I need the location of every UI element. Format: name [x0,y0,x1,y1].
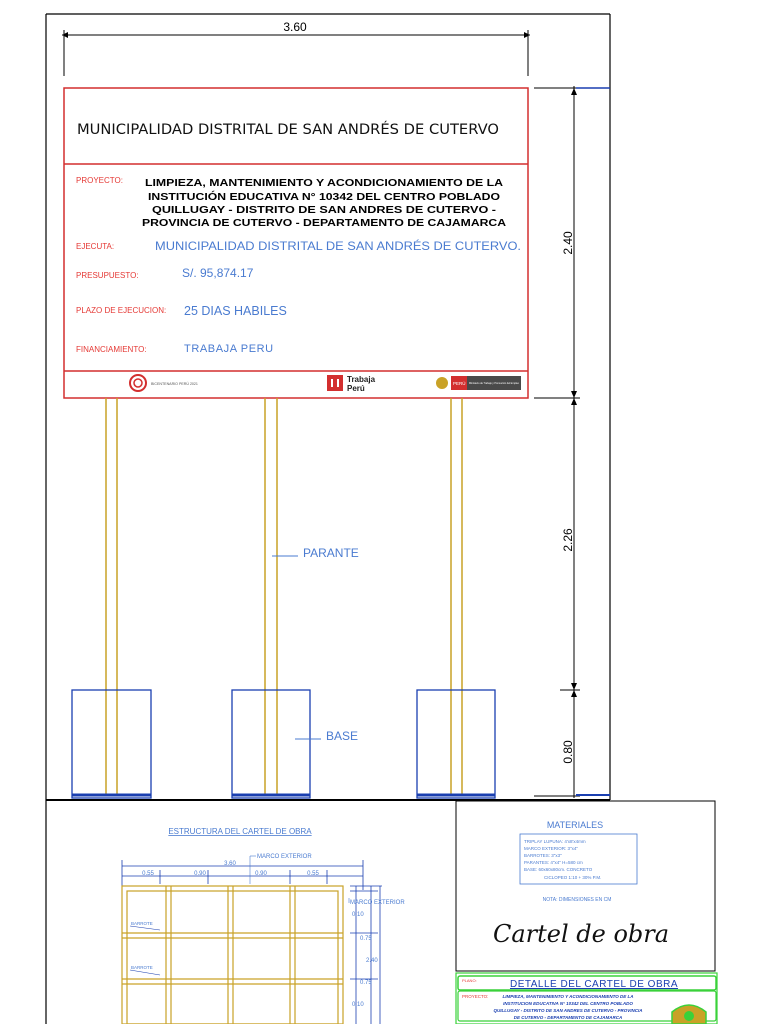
base-callout [295,729,358,743]
sign-height-label: 2.40 [561,231,575,255]
concrete-bases [72,690,495,798]
structure-frame [122,886,343,1024]
marco-exterior-top-label: MARCO EXTERIOR [257,854,312,860]
material-line-5: BASE: 60x60x80cm. CONCRETO [524,867,593,872]
structure-width-label: 3.60 [224,861,236,867]
width-dimension [62,20,530,76]
marco-exterior-side-label: MARCO EXTERIOR [350,900,405,906]
material-line-6: CICLOPEO 1:10 + 30% P.M. [544,875,602,880]
post-height-label: 2.26 [561,528,575,552]
parante-label: PARANTE [303,546,359,560]
detail-project-line-1: LIMPIEZA, MANTENIMIENTO Y ACONDICIONAMIENTO DE LA [502,994,634,999]
presupuesto-label: PRESUPUESTO: [76,271,139,280]
proyecto-label: PROYECTO: [76,176,123,185]
col-dim-1: 0.55 [142,871,154,877]
proyecto-line-3: QUILLUGAY - DISTRITO DE SAN ANDRES DE CUTERVO - [152,204,497,216]
base-height-label: 0.80 [561,740,575,764]
detail-title-block [456,973,717,1024]
detail-project-line-2: INSTITUCION EDUCATIVA N° 10342 DEL CENTRO POBLADO [503,1001,633,1006]
material-line-3: BARROTES: 3"x3" [524,853,562,858]
side-dim-1: 0.10 [352,912,364,918]
materials-title: MATERIALES [546,820,604,830]
posts [106,398,462,796]
material-line-2: MARCO EXTERIOR: 3"x4" [524,846,578,851]
barrote-label-2: BARROTE [131,965,153,970]
municipal-seal-icon [672,1005,706,1024]
material-line-4: PARANTES: 4"x4" H=580 cm [524,860,583,865]
detail-project-line-3: QUILLUGAY - DISTRITO DE SAN ANDRES DE CUTERVO - PROVINCIA [493,1008,643,1013]
plazo-label: PLAZO DE EJECUCION: [76,306,167,315]
detail-project-label: PROYECTO: [462,994,489,999]
svg-text:BICENTENARIO PERÚ 2021: BICENTENARIO PERÚ 2021 [151,382,198,386]
materials-note: NOTA: DIMENSIONES EN CM [542,897,612,903]
structure-panel [122,827,405,1024]
structure-title: ESTRUCTURA DEL CARTEL DE OBRA [168,827,312,836]
materials-box [456,801,715,971]
col-dim-3: 0.90 [255,871,267,877]
barrote-label-1: BARROTE [131,921,153,926]
detail-project-line-4: DE CUTERVO - DEPARTAMENTO DE CAJAMARCA [513,1015,623,1020]
col-dim-2: 0.90 [194,871,206,877]
base-label: BASE [326,729,359,743]
side-dim-3: 0.75 [360,980,372,986]
height-dimension-chain [534,86,610,798]
plazo-value: 25 DIAS HABILES [184,304,287,318]
svg-text:Ministerio de Trabajo y Promoc: Ministerio de Trabajo y Promoción del Empleo [469,381,520,385]
sign-header: MUNICIPALIDAD DISTRITAL DE SAN ANDRÉS DE CUTERVO [77,122,494,138]
parante-callout [272,546,359,560]
sign-board [64,88,528,398]
proyecto-line-1: LIMPIEZA, MANTENIMIENTO Y ACONDICIONAMIENTO DE LA [145,177,504,189]
presupuesto-value: S/. 95,874.17 [182,266,254,280]
svg-text:Trabaja: Trabaja [347,375,376,384]
cartel-title: Cartel de obra [492,920,670,948]
width-dimension-label: 3.60 [283,20,307,34]
financiamiento-value: TRABAJA PERU [184,343,274,355]
financiamiento-label: FINANCIAMIENTO: [76,345,147,354]
side-dim-4: 0.10 [352,1002,364,1008]
proyecto-line-2: INSTITUCIÓN EDUCATIVA N° 10342 DEL CENTRO POBLADO [148,191,451,203]
ejecuta-value: MUNICIPALIDAD DISTRITAL DE SAN ANDRÉS DE CUTERVO. [155,239,498,253]
material-line-1: TRIPLAY LUPUNA: 4'x8'x4mm [524,839,586,844]
detail-title: DETALLE DEL CARTEL DE OBRA [509,979,679,990]
ejecuta-label: EJECUTA: [76,242,115,251]
side-total: 2.40 [366,958,378,964]
svg-text:Perú: Perú [347,384,365,393]
plano-prefix: PLANO: [462,978,477,983]
proyecto-line-4: PROVINCIA DE CUTERVO - DEPARTAMENTO DE CAJAMARCA [142,217,507,229]
svg-text:PERÚ: PERÚ [453,381,466,386]
side-dim-2: 0.75 [360,936,372,942]
col-dim-4: 0.55 [307,871,319,877]
